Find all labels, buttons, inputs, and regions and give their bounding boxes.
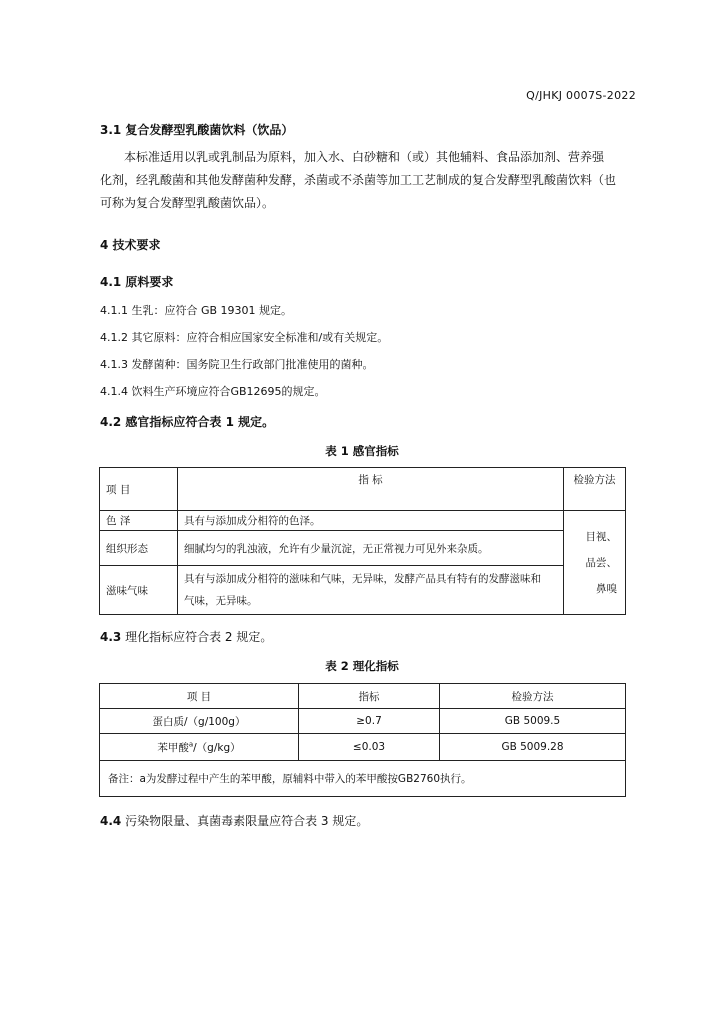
table-1-row-desc: 细腻均匀的乳浊液，允许有少量沉淀，无正常视力可见外来杂质。 [178, 531, 564, 566]
section-4-4-text: 污染物限量、真菌毒素限量应符合表 3 规定。 [121, 814, 369, 828]
table-1-method-cell [564, 511, 626, 615]
section-4-4-num: 4.4 [100, 814, 122, 828]
table-2 [99, 683, 626, 797]
item-4-1-3: 4.1.3 发酵菌种：国务院卫生行政部门批准使用的菌种。 [100, 358, 374, 371]
section-3-1-heading: 3.1 复合发酵型乳酸菌饮料（饮品） [100, 123, 294, 137]
table-1-row-desc: 具有与添加成分相符的色泽。 [178, 511, 564, 531]
table-1-row-desc [178, 566, 564, 615]
table-1-header-method: 检验方法 [564, 468, 626, 511]
section-3-1-para-line3: 可称为复合发酵型乳酸菌饮品）。 [100, 196, 275, 210]
table-2-row-value: ≤0.03 [299, 734, 440, 761]
name-post: /（g/kg） [193, 741, 241, 754]
method-line: 品尝、 [585, 556, 617, 569]
document-id: Q/JHKJ 0007S-2022 [526, 89, 636, 102]
section-4-3-text: 理化指标应符合表 2 规定。 [121, 630, 273, 644]
row-desc-line1: 具有与添加成分相符的滋味和气味，无异味，发酵产品具有特有的发酵滋味和 [184, 573, 541, 585]
section-3-1-para-line1: 本标准适用以乳或乳制品为原料，加入水、白砂糖和（或）其他辅料、食品添加剂、营养强 [124, 150, 605, 164]
table-2-row-method: GB 5009.5 [440, 709, 626, 734]
item-4-1-4: 4.1.4 饮料生产环境应符合GB12695的规定。 [100, 385, 326, 398]
table-1-caption: 表 1 感官指标 [325, 444, 399, 458]
table-1-row-name: 滋味气味 [100, 566, 178, 615]
table-1-row-name: 色 泽 [100, 511, 178, 531]
table-1 [99, 467, 626, 615]
row-desc-line2: 气味，无异味。 [184, 595, 258, 607]
table-1-row-name: 组织形态 [100, 531, 178, 566]
table-2-row-name: 蛋白质/（g/100g） [100, 709, 299, 734]
table-2-header-item: 项 目 [100, 684, 299, 709]
method-line: 目视、 [585, 530, 617, 543]
item-4-1-2: 4.1.2 其它原料：应符合相应国家安全标准和/或有关规定。 [100, 331, 389, 344]
table-2-row-name [100, 734, 299, 761]
table-2-row-value: ≥0.7 [299, 709, 440, 734]
table-2-row-method: GB 5009.28 [440, 734, 626, 761]
table-1-header-item: 项 目 [100, 468, 178, 511]
section-4-4 [100, 812, 368, 829]
section-3-1-para-line2: 化剂，经乳酸菌和其他发酵菌种发酵，杀菌或不杀菌等加工工艺制成的复合发酵型乳酸菌饮料（也 [100, 173, 617, 187]
table-2-header-indicator: 指标 [299, 684, 440, 709]
section-4-2-heading: 4.2 感官指标应符合表 1 规定。 [100, 415, 275, 429]
table-2-note: 备注：a为发酵过程中产生的苯甲酸，原辅料中带入的苯甲酸按GB2760执行。 [100, 761, 626, 797]
section-4-heading: 4 技术要求 [100, 238, 161, 252]
section-4-3 [100, 628, 272, 645]
name-pre: 苯甲酸 [157, 741, 189, 754]
table-1-header-indicator: 指 标 [178, 468, 564, 511]
table-2-caption: 表 2 理化指标 [325, 659, 399, 673]
section-4-3-num: 4.3 [100, 630, 122, 644]
method-line: 鼻嗅 [596, 582, 617, 595]
section-4-1-heading: 4.1 原料要求 [100, 275, 174, 289]
footnote-marker: a [188, 740, 194, 748]
table-2-header-method: 检验方法 [440, 684, 626, 709]
item-4-1-1: 4.1.1 生乳：应符合 GB 19301 规定。 [100, 304, 293, 317]
